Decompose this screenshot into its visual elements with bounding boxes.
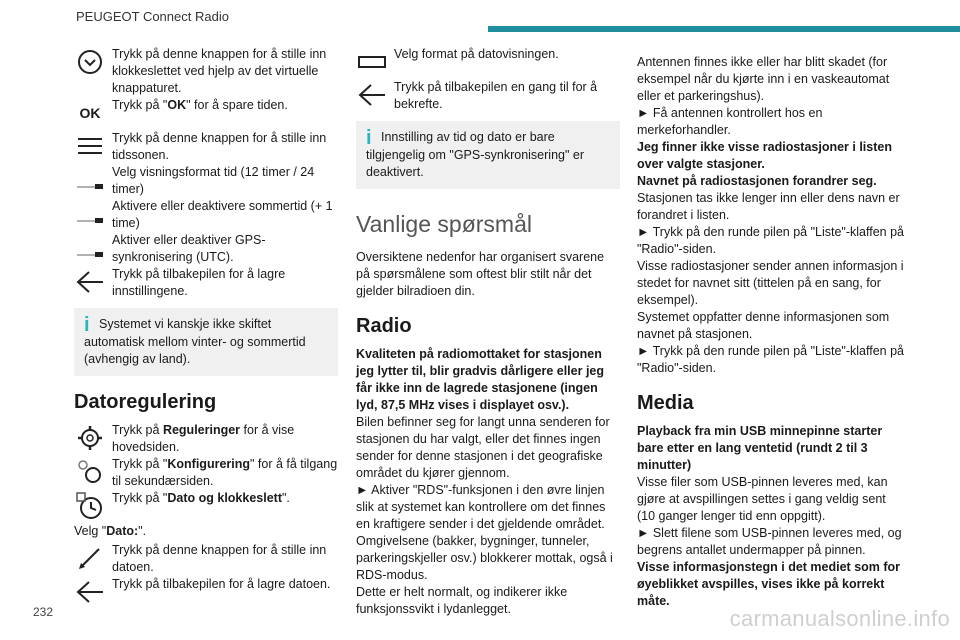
info-icon: i [366,127,372,149]
instruction-text [112,97,338,114]
faq-answer: ► Trykk på den runde pilen på "Liste"-klaffen på "Radio"-siden. [637,344,905,375]
instruction-item [74,198,338,232]
instruction-item [74,97,338,130]
text-bold: Konfigurering [167,457,251,471]
instruction-item [74,164,338,198]
info-box [74,308,338,376]
faq-answer: Stasjonen tas ikke lenger inn eller dens navn er forandret i listen. [637,191,900,222]
instruction-item [356,79,620,113]
text-part: for å vise hovedsiden. [112,423,295,454]
text-bold: Reguleringer [162,423,241,437]
instruction-item [74,576,338,609]
faq-answer: Systemet oppfatter denne informasjonen som navnet på stasjonen. [637,310,890,341]
instruction-item [74,422,338,456]
menu-lines-icon [74,130,106,162]
instruction-text [112,422,338,456]
running-header: PEUGEOT Connect Radio [76,9,229,24]
back-arrow-icon [74,266,106,298]
back-arrow-icon [74,576,106,608]
instruction-item [74,46,338,97]
column-right [637,54,905,610]
faq-question: Visse informasjonstegn i det mediet som for øyeblikket avspilles, vises ikke på korrekt måte. [637,560,901,608]
text-part: ". [282,491,290,505]
instruction-text [112,456,338,490]
info-text: Innstilling av tid og dato er bare tilgjengelig om "GPS-synkronisering" er deaktivert. [366,130,584,179]
text-part: Trykk på " [112,457,168,471]
ok-icon [74,97,106,129]
instruction-text: Trykk på denne knappen for å stille inn datoen. [112,543,327,574]
faq-question: Navnet på radiostasjonen forandrer seg. [637,174,877,188]
header-accent-bar [488,26,960,32]
text-part: ". [138,524,147,538]
text-part: Trykk på " [112,491,168,505]
text-bold: Dato og klokkeslett [167,491,282,505]
instruction-text: Velg visningsformat tid (12 timer / 24 timer) [112,165,315,196]
faq-answer: Bilen befinner seg for langt unna senderen for stasjonen du har valgt, eller det finnes ingen sender for denne stasjonen i det geografiske området du kjører gjennom. [356,415,610,480]
instruction-item [74,542,338,576]
faq-answer: ► Aktiver "RDS"-funksjonen i den øvre linjen slik at systemet kan kontrollere om det finnes en kraftigere sender i det gjeldende området. [356,483,606,531]
text-part: Trykk på " [112,98,168,112]
gears-icon [74,456,106,488]
faq-question: Kvaliteten på radiomottaket for stasjonen jeg lytter til, blir gradvis dårligere eller jeg får ikke inn de lagrede stasjonene (ingen lyd, 87,5 MHz vises i displayet osv.). [356,347,605,412]
page-number: 232 [33,605,54,619]
section-heading: Datoregulering [74,391,217,413]
toggle-icon [74,198,106,230]
instruction-text: Velg format på datovisningen. [394,47,559,61]
instruction-item [74,456,338,490]
faq-answer: ► Få antennen kontrollert hos en merkeforhandler. [637,106,823,137]
text-part: " for å få tilgang til sekundærsiden. [112,457,338,488]
info-icon: i [84,314,90,336]
ok-icon-label: OK [79,104,101,121]
info-text: Systemet vi kanskje ikke skiftet automatisk mellom vinter- og sommertid (avhengig av land). [84,317,306,366]
instruction-item [74,266,338,300]
instruction-item [74,490,338,523]
instruction-item [74,232,338,266]
clock-calendar-icon [74,490,106,522]
faq-question: Playback fra min USB minnepinne starter bare etter en lang ventetid (rundt 2 til 3 minutter) [637,424,883,472]
text-part: Velg " [74,524,107,538]
instruction-text [112,490,338,507]
pencil-icon [74,542,106,574]
text-bold: Dato: [106,524,139,538]
instruction-text: Trykk på denne knappen for å stille inn tidssonen. [112,131,327,162]
instruction-text: Trykk på tilbakepilen for å lagre datoen. [112,577,331,591]
faq-heading: Vanlige spørsmål [356,211,532,237]
column-middle [356,46,620,618]
column-left [74,46,338,609]
faq-answer: Antennen finnes ikke eller har blitt skadet (for eksempel når du kjørte inn i en vaskeautomat eller et parkeringshus). [637,55,890,103]
info-box [356,121,620,189]
instruction-text: Aktiver eller deaktiver GPS-synkronisering (UTC). [112,233,266,264]
faq-answer: Visse radiostasjoner sender annen informasjon i stedet for navnet sitt (tittelen på en sang, for eksempel). [637,259,904,307]
text-part: Trykk på [112,423,163,437]
faq-intro: Oversiktene nedenfor har organisert svarene på spørsmålene som oftest blir stilt når det gjelder bilradioen din. [356,250,605,298]
instruction-text: Trykk på tilbakepilen for å lagre innstillingene. [112,267,286,298]
watermark: carmanualsonline.info [729,606,950,631]
instruction-text: Aktivere eller deaktivere sommertid (+ 1 time) [112,199,333,230]
radio-heading: Radio [356,315,412,337]
back-arrow-icon [356,79,388,111]
text-part: " for å spare tiden. [186,98,288,112]
faq-question: Jeg finner ikke visse radiostasjoner i listen over valgte stasjoner. [637,140,892,171]
gear-icon [74,422,106,454]
toggle-icon [356,46,388,78]
dato-line [74,523,338,540]
faq-answer: Dette er helt normalt, og indikerer ikke funksjonssvikt i lydanlegget. [356,585,568,616]
faq-answer: Omgivelsene (bakker, bygninger, tunneler, parkeringskjeller osv.) blokkerer mottak, også i RDS-modus. [356,534,613,582]
instruction-text: Trykk på tilbakepilen en gang til for å bekrefte. [394,80,598,111]
instruction-item [356,46,620,79]
faq-answer: Visse filer som USB-pinnen leveres med, kan gjøre at avspillingen settes i gang veldig sent (10 ganger lenger tid enn oppgitt). [637,475,888,523]
instruction-text: Trykk på denne knappen for å stille inn klokkeslettet ved hjelp av det virtuelle knappaturet. [112,47,327,95]
toggle-icon [74,232,106,264]
faq-answer: ► Slett filene som USB-pinnen leveres med, og begrens antallet undermapper på pinnen. [637,526,902,557]
faq-answer: ► Trykk på den runde pilen på "Liste"-klaffen på "Radio"-siden. [637,225,905,256]
text-bold: OK [167,98,187,112]
instruction-item [74,130,338,164]
media-heading: Media [637,392,694,414]
toggle-icon [74,164,106,196]
clock-icon [74,46,106,78]
